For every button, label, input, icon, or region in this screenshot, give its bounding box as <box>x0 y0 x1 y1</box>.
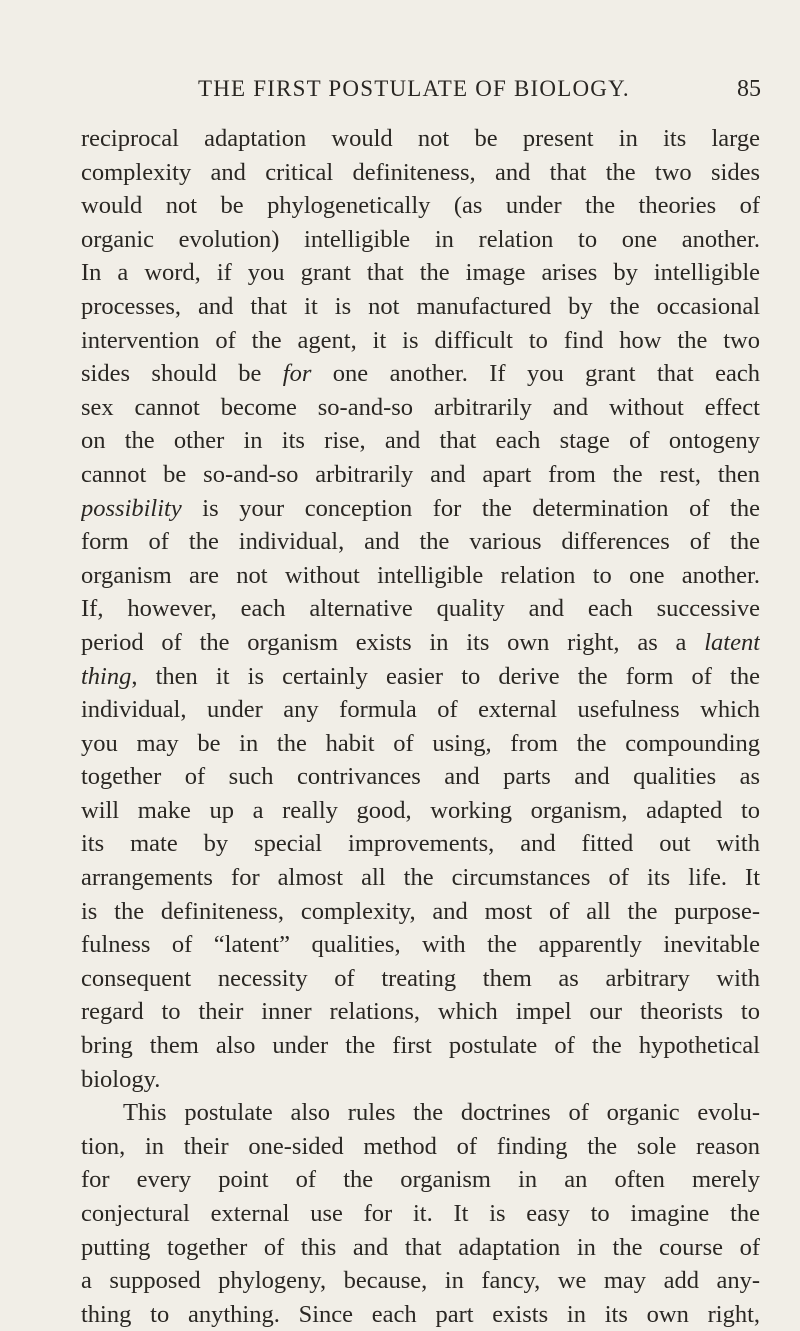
running-head-title: THE FIRST POSTULATE OF BIOLOGY. <box>198 76 630 101</box>
text-line: you may be in the habit of using, from the compounding <box>81 729 760 757</box>
text-line: organism are not without intelligible relation to one another. <box>81 561 760 589</box>
text-line: biology. <box>81 1065 161 1093</box>
text-segment: , then it is certainly easier to derive the form of the <box>131 662 760 690</box>
text-line: will make up a really good, working organism, adapted to <box>81 796 760 824</box>
text-line: If, however, each alternative quality and each successive <box>81 595 760 623</box>
text-line: is the definiteness, complexity, and most of all the purpose- <box>81 897 760 925</box>
text-line <box>81 357 760 391</box>
text-line: consequent necessity of treating them as arbitrary with <box>81 964 760 992</box>
text-line: This postulate also rules the doctrines of organic evolu- <box>123 1099 760 1127</box>
text-line: reciprocal adaptation would not be present in its large <box>81 125 760 152</box>
text-line: for every point of the organism in an often merely <box>81 1166 760 1194</box>
text-line: on the other in its rise, and that each stage of ontogeny <box>81 427 760 455</box>
text-line: organic evolution) intelligible in relation to one another. <box>81 225 760 253</box>
text-line <box>81 626 760 660</box>
text-line <box>81 660 760 694</box>
text-line: individual, under any formula of external usefulness which <box>81 696 760 724</box>
italic-word: possibility <box>81 494 182 522</box>
text-segment: is your conception for the determination of the <box>181 494 760 522</box>
text-line: its mate by special improvements, and fitted out with <box>81 830 760 858</box>
text-line <box>81 492 760 526</box>
body-text <box>81 122 760 1331</box>
text-line: In a word, if you grant that the image arises by intelligible <box>81 259 760 287</box>
text-line: tion, in their one-sided method of finding the sole reason <box>81 1132 760 1160</box>
text-line: would not be phylogenetically (as under the theories of <box>81 192 760 220</box>
text-line: together of such contrivances and parts and qualities as <box>81 763 760 791</box>
text-segment: one another. If you grant that each <box>311 360 760 388</box>
text-line: sex cannot become so-and-so arbitrarily and without effect <box>81 393 760 421</box>
italic-word: for <box>282 360 312 388</box>
text-line: arrangements for almost all the circumstances of its life. It <box>81 864 760 892</box>
text-line: bring them also under the first postulate of the hypothetical <box>81 1032 760 1060</box>
text-line: intervention of the agent, it is difficult to find how the two <box>81 326 760 354</box>
text-line: conjectural external use for it. It is easy to imagine the <box>81 1200 760 1227</box>
text-line: putting together of this and that adaptation in the course of <box>81 1233 760 1261</box>
text-segment: period of the organism exists in its own right, as a <box>81 628 705 656</box>
text-line: fulness of “latent” qualities, with the apparently inevitable <box>81 931 760 959</box>
page-number: 85 <box>737 76 761 102</box>
text-line: a supposed phylogeny, because, in fancy, we may add any- <box>81 1267 760 1295</box>
running-head <box>0 76 800 110</box>
text-line: complexity and critical definiteness, and that the two sides <box>81 158 760 186</box>
text-line: processes, and that it is not manufactured by the occasional <box>81 292 760 320</box>
italic-word: thing <box>81 662 132 690</box>
text-segment: sides should be <box>81 360 283 388</box>
text-line: cannot be so-and-so arbitrarily and apart from the rest, then <box>81 460 760 488</box>
text-line: form of the individual, and the various differences of the <box>81 528 760 556</box>
italic-word: latent <box>704 628 760 656</box>
text-line: regard to their inner relations, which impel our theorists to <box>81 998 760 1026</box>
text-line: thing to anything. Since each part exists in its own right, <box>81 1300 760 1328</box>
